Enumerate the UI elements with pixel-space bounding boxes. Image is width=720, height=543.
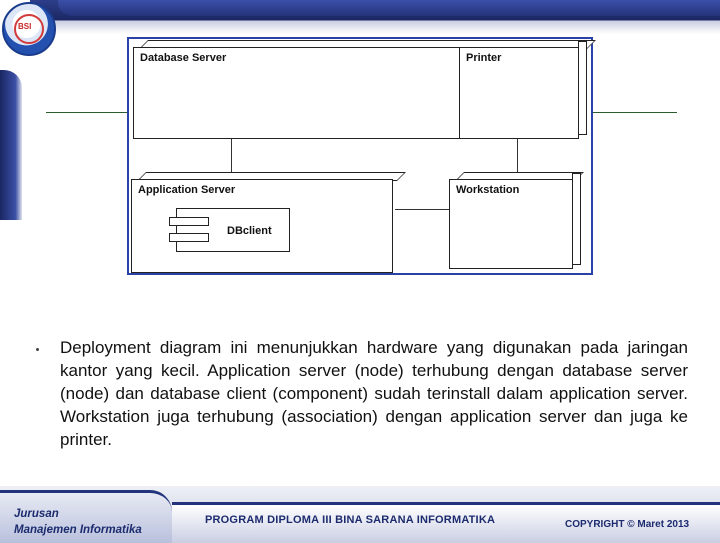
footer-department <box>14 506 142 538</box>
printer-label: Printer <box>466 52 502 64</box>
footer-dept-line2: Manajemen Informatika <box>14 524 142 536</box>
workstation-label: Workstation <box>456 184 520 196</box>
divider-left <box>46 112 128 113</box>
footer-program: PROGRAM DIPLOMA III BINA SARANA INFORMATIKA <box>205 514 496 526</box>
link-app-workstation <box>395 209 449 210</box>
printer-node-side <box>578 41 587 135</box>
component-tab-bottom <box>169 233 209 242</box>
bullet-point <box>36 348 39 351</box>
footer-dept-line1: Jurusan <box>14 508 59 520</box>
deployment-diagram <box>127 37 593 275</box>
top-banner-stripe <box>58 0 720 16</box>
description-paragraph: Deployment diagram ini menunjukkan hardware yang digunakan pada jaringan kantor yang kecil. Application server (node) terhubung dengan database server (node) dan database client (component) sudah terinstall dalam application server. Workstation juga terhubung (association) dengan application server dan juga ke printer. <box>60 338 688 449</box>
left-accent-bar <box>0 70 22 220</box>
application-server-label: Application Server <box>138 184 236 196</box>
workstation-node <box>449 179 573 269</box>
bsi-logo <box>2 2 56 56</box>
application-server-node <box>131 179 393 273</box>
dbclient-component <box>176 208 290 252</box>
component-tab-top <box>169 217 209 226</box>
divider-right <box>593 112 677 113</box>
dbclient-label: DBclient <box>227 225 272 237</box>
workstation-node-side <box>572 173 581 265</box>
footer-copyright: COPYRIGHT © Maret 2013 <box>565 519 690 530</box>
database-server-label: Database Server <box>140 52 227 64</box>
printer-node <box>459 47 579 139</box>
logo-text: BSI <box>18 22 32 31</box>
